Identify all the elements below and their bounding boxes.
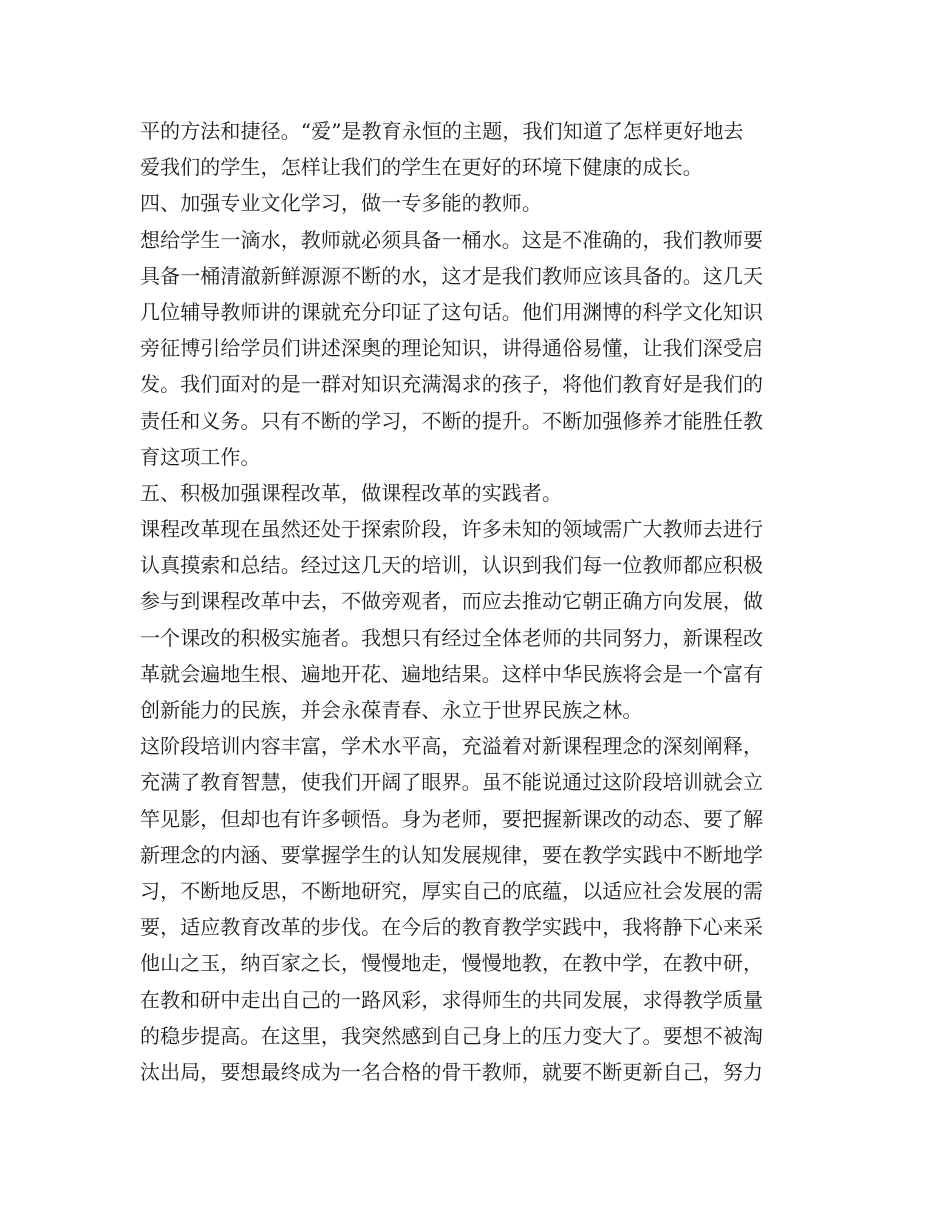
text-line: 课程改革现在虽然还处于探索阶段，许多未知的领域需广大教师去进行 — [140, 517, 764, 542]
text-line: 在教和研中走出自己的一路风彩，求得师生的共同发展，求得教学质量 — [140, 987, 764, 1012]
section-heading: 五、积极加强课程改革，做课程改革的实践者。 — [140, 480, 563, 505]
text-line: 充满了教育智慧，使我们开阔了眼界。虽不能说通过这阶段培训就会立 — [140, 770, 764, 795]
text-line: 参与到课程改革中去，不做旁观者，而应去推动它朝正确方向发展，做 — [140, 589, 764, 614]
text-line: 创新能力的民族，并会永葆青春、永立于世界民族之林。 — [140, 698, 643, 722]
text-line: 具备一桶清澈新鲜源源不断的水，这才是我们教师应该具备的。这几天 — [140, 263, 764, 288]
text-line: 想给学生一滴水，教师就必须具备一桶水。这是不准确的，我们教师要 — [140, 227, 764, 252]
document-body — [140, 113, 820, 1090]
text-line: 革就会遍地生根、遍地开花、遍地结果。这样中华民族将会是一个富有 — [140, 661, 764, 686]
text-line: 几位辅导教师讲的课就充分印证了这句话。他们用渊博的科学文化知识 — [140, 299, 764, 324]
text-line: 育这项工作。 — [140, 444, 261, 469]
text-line: 发。我们面对的是一群对知识充满渴求的孩子，将他们教育好是我们的 — [140, 372, 764, 397]
text-line: 平的方法和捷径。“爱”是教育永恒的主题，我们知道了怎样更好地去 — [140, 119, 744, 143]
text-line: 责任和义务。只有不断的学习，不断的提升。不断加强修养才能胜任教 — [140, 408, 764, 433]
text-line: 习，不断地反思，不断地研究，厚实自己的底蕴，以适应社会发展的需 — [140, 878, 764, 903]
text-line: 的稳步提高。在这里，我突然感到自己身上的压力变大了。要想不被淘 — [140, 1023, 764, 1048]
text-line: 一个课改的积极实施者。我想只有经过全体老师的共同努力，新课程改 — [140, 625, 764, 650]
text-line: 新理念的内涵、要掌握学生的认知发展规律，要在教学实践中不断地学 — [140, 842, 764, 867]
text-line: 旁征博引给学员们讲述深奥的理论知识，讲得通俗易懂，让我们深受启 — [140, 336, 764, 361]
section-heading: 四、加强专业文化学习，做一专多能的教师。 — [140, 191, 542, 216]
text-line: 要，适应教育改革的步伐。在今后的教育教学实践中，我将静下心来采 — [140, 915, 764, 940]
text-line: 这阶段培训内容丰富，学术水平高，充溢着对新课程理念的深刻阐释， — [140, 734, 764, 759]
text-line: 认真摸索和总结。经过这几天的培训，认识到我们每一位教师都应积极 — [140, 553, 764, 578]
text-line: 竿见影，但却也有许多顿悟。身为老师，要把握新课改的动态、要了解 — [140, 806, 764, 831]
text-line: 他山之玉，纳百家之长，慢慢地走，慢慢地教，在教中学，在教中研， — [140, 951, 764, 976]
text-line: 汰出局，要想最终成为一名合格的骨干教师，就要不断更新自己，努力 — [140, 1059, 764, 1084]
text-line: 爱我们的学生，怎样让我们的学生在更好的环境下健康的成长。 — [140, 155, 703, 180]
